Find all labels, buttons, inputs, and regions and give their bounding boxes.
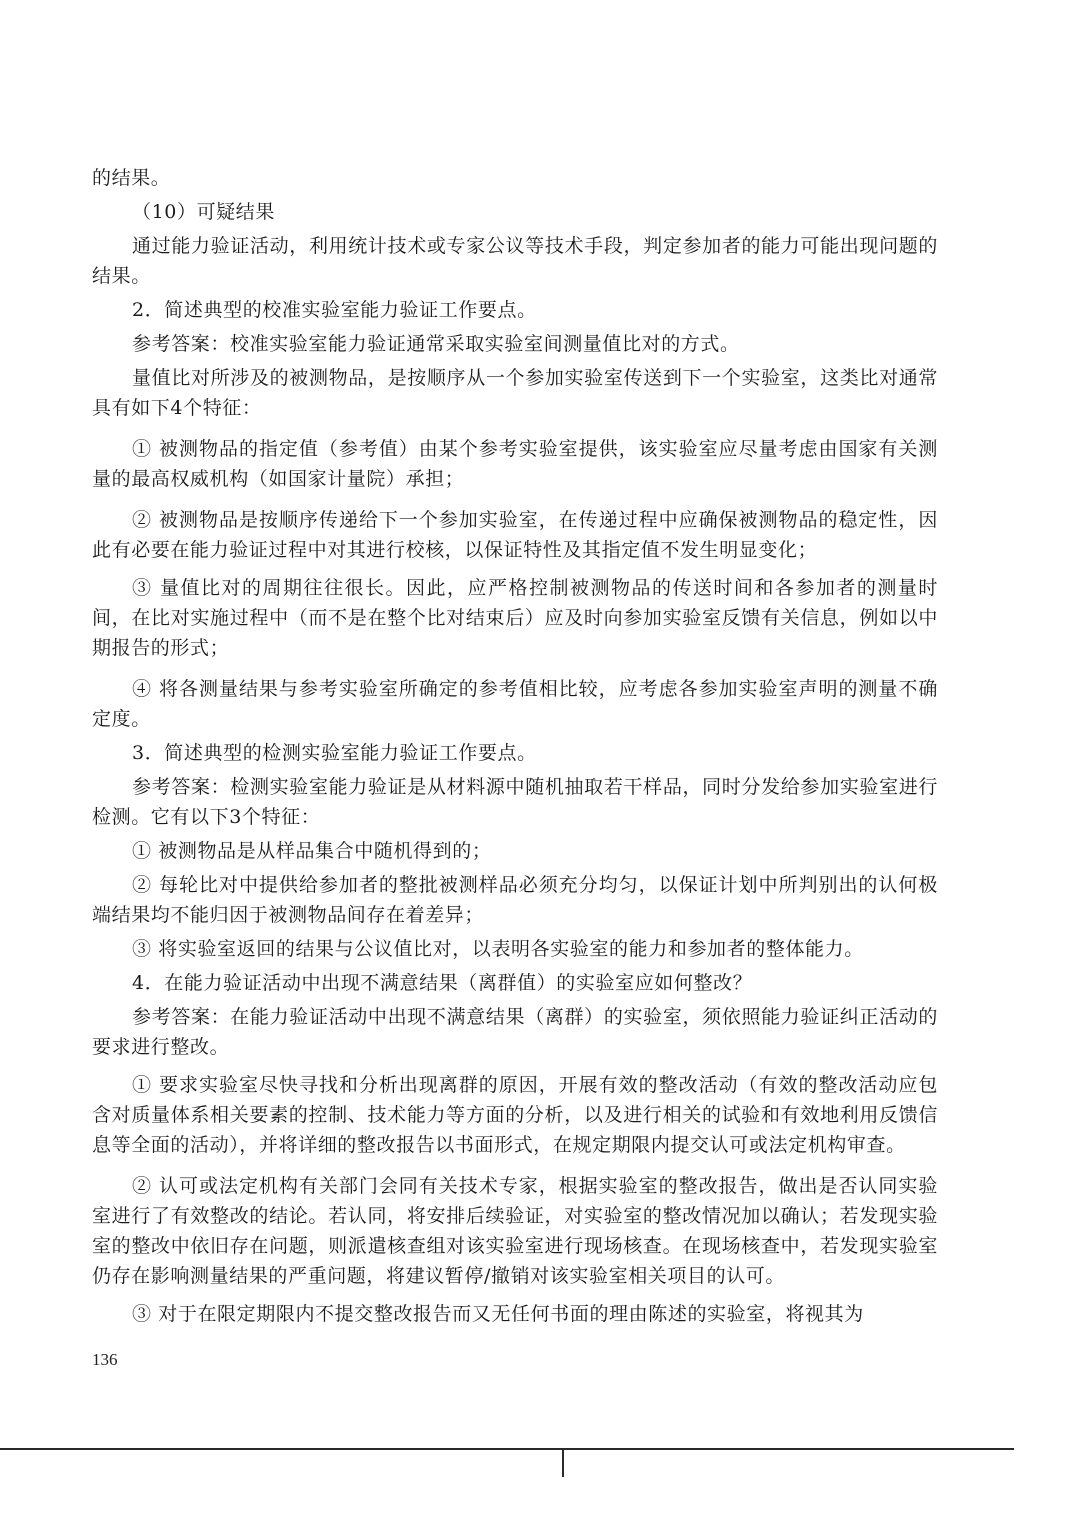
question-4: 4．在能力验证活动中出现不满意结果（离群值）的实验室应如何整改？ xyxy=(132,972,753,994)
answer-3-item-2: ② 每轮比对中提供给参加者的整批被测样品必须充分均匀，以保证计划中所判别出的认何极端结果均不能归因于被测物品间存在着差异； xyxy=(92,874,938,926)
footer-rule xyxy=(0,1448,1014,1450)
answer-4-item-3: ③ 对于在限定期限内不提交整改报告而又无任何书面的理由陈述的实验室，将视其为 xyxy=(132,1303,864,1325)
answer-3-intro: 参考答案：检测实验室能力验证是从材料源中随机抽取若干样品，同时分发给参加实验室进行检测。它有以下3个特征： xyxy=(92,776,938,828)
answer-4-item-1: ① 要求实验室尽快寻找和分析出现离群的原因，开展有效的整改活动（有效的整改活动应包含对质量体系相关要素的控制、技术能力等方面的分析，以及进行相关的试验和有效地利用反馈信息等全面的活动），并将详细的整改报告以书面形式，在规定期限内提交认可或法定机构审查。 xyxy=(92,1074,938,1156)
paragraph-continuation: 的结果。 xyxy=(92,167,171,189)
answer-2-item-3: ③ 量值比对的周期往往很长。因此，应严格控制被测物品的传送时间和各参加者的测量时间，在比对实施过程中（而不是在整个比对结束后）应及时向参加实验室反馈有关信息，例如以中期报告的形式； xyxy=(92,577,938,659)
term-heading-suspicious-result: （10）可疑结果 xyxy=(132,201,275,223)
answer-3-item-3: ③ 将实验室返回的结果与公议值比对，以表明各实验室的能力和参加者的整体能力。 xyxy=(132,938,864,960)
body-text xyxy=(92,163,938,1329)
answer-2-item-2: ② 被测物品是按顺序传递给下一个参加实验室，在传递过程中应确保被测物品的稳定性，因此有必要在能力验证过程中对其进行校核，以保证特性及其指定值不发生明显变化； xyxy=(92,509,938,561)
answer-2-intro: 参考答案：校准实验室能力验证通常采取实验室间测量值比对的方式。 xyxy=(132,333,740,355)
answer-2-item-1: ① 被测物品的指定值（参考值）由某个参考实验室提供，该实验室应尽量考虑由国家有关测量的最高权威机构（如国家计量院）承担； xyxy=(92,438,938,490)
answer-4-intro: 参考答案：在能力验证活动中出现不满意结果（离群）的实验室，须依照能力验证纠正活动的要求进行整改。 xyxy=(92,1006,938,1058)
answer-4-item-2: ② 认可或法定机构有关部门会同有关技术专家，根据实验室的整改报告，做出是否认同实验室进行了有效整改的结论。若认同，将安排后续验证，对实验室的整改情况加以确认；若发现实验室的整改中依旧存在问题，则派遣核查组对该实验室进行现场核查。在现场核查中，若发现实验室仍存在影响测量结果的严重问题，将建议暂停/撤销对该实验室相关项目的认可。 xyxy=(92,1175,938,1287)
footer-center-tick xyxy=(562,1448,564,1477)
answer-2-item-4: ④ 将各测量结果与参考实验室所确定的参考值相比较，应考虑各参加实验室声明的测量不确定度。 xyxy=(92,678,938,730)
question-3: 3．简述典型的检测实验室能力验证工作要点。 xyxy=(132,742,537,764)
answer-3-item-1: ① 被测物品是从样品集合中随机得到的； xyxy=(132,840,492,862)
page-number: 136 xyxy=(92,1350,118,1369)
answer-2-body: 量值比对所涉及的被测物品，是按顺序从一个参加实验室传送到下一个实验室，这类比对通常具有如下4个特征： xyxy=(92,367,938,419)
question-2: 2．简述典型的校准实验室能力验证工作要点。 xyxy=(132,299,537,321)
term-definition: 通过能力验证活动，利用统计技术或专家公议等技术手段，判定参加者的能力可能出现问题的结果。 xyxy=(92,235,938,287)
